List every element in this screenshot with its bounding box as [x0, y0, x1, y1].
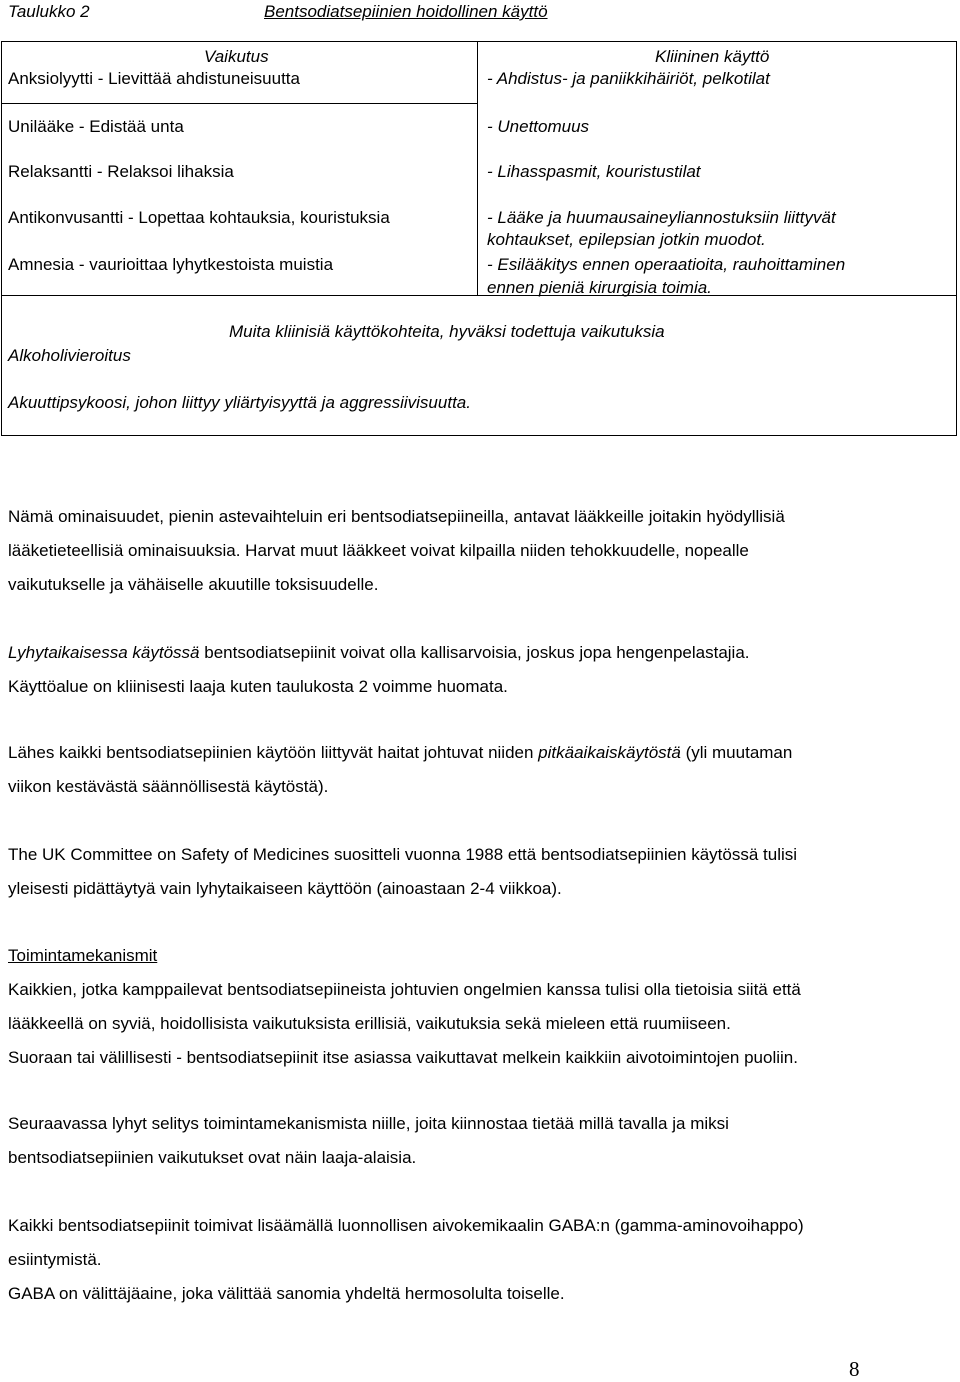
paragraph-line: viikon kestävästä säännöllisestä käytöstä).: [8, 777, 329, 796]
text-run: Lähes kaikki bentsodiatsepiinien käytöön liittyvät haitat johtuvat niiden: [8, 743, 539, 762]
table-column-divider: [477, 41, 478, 296]
paragraph-line: esiintymistä.: [8, 1250, 102, 1269]
paragraph-line: Nämä ominaisuudet, pienin astevaihteluin eri bentsodiatsepiineilla, antavat lääkkeille joitakin hyödyllisiä: [8, 507, 785, 526]
paragraph-gaba: [8, 1209, 948, 1311]
paragraph-line: Kaikkien, jotka kamppailevat bentsodiatsepiineista johtuvien ongelmien kanssa tulisi olla tietoisia siitä että: [8, 980, 801, 999]
clinical-spasms: - Lihasspasmit, kouristustilat: [487, 162, 701, 181]
effect-hypnotic: Unilääke - Edistää unta: [8, 117, 184, 136]
paragraph-line: [8, 636, 948, 670]
emphasis-long-term: pitkäaikaiskäytöstä: [538, 743, 681, 762]
header-effect: Vaikutus: [204, 47, 269, 66]
clinical-anxiety: - Ahdistus- ja paniikkihäiriöt, pelkotilat: [487, 69, 770, 88]
other-use-acute-psychosis: Akuuttipsykoosi, johon liittyy yliärtyisyyttä ja aggressiivisuutta.: [8, 393, 471, 412]
paragraph-long-term-use: [8, 736, 948, 804]
clinical-seizures-line2: kohtaukset, epilepsian jotkin muodot.: [487, 230, 766, 249]
paragraph-properties: [8, 500, 948, 602]
paragraph-line: The UK Committee on Safety of Medicines suositteli vuonna 1988 että bentsodiatsepiinien käytössä tulisi: [8, 845, 798, 864]
effect-anxiolytic: Anksiolyytti - Lievittää ahdistuneisuutta: [8, 69, 300, 88]
section-heading: Toimintamekanismit: [8, 946, 158, 965]
clinical-premedication-line2: ennen pieniä kirurgisia toimia.: [487, 278, 712, 297]
paragraph-uk-committee: [8, 838, 948, 906]
clinical-seizures-line1: - Lääke ja huumausaineyliannostuksiin liittyvät: [487, 208, 836, 227]
paragraph-line: Seuraavassa lyhyt selitys toimintamekanismista niille, joita kiinnostaa tietää millä tavalla ja miksi: [8, 1114, 729, 1133]
paragraph-line: bentsodiatsepiinien vaikutukset ovat näin laaja-alaisia.: [8, 1148, 417, 1167]
other-uses-heading: Muita kliinisiä käyttökohteita, hyväksi todettuja vaikutuksia: [229, 322, 665, 341]
paragraph-explanation-intro: [8, 1107, 948, 1175]
clinical-premedication-line1: - Esilääkitys ennen operaatioita, rauhoittaminen: [487, 255, 846, 274]
header-clinical: Kliininen käyttö: [655, 47, 770, 66]
page-number: 8: [849, 1357, 860, 1381]
text-run: bentsodiatsepiinit voivat olla kallisarvoisia, joskus jopa hengenpelastajia.: [199, 643, 750, 662]
clinical-insomnia: - Unettomuus: [487, 117, 590, 136]
effect-anticonvulsant: Antikonvusantti - Lopettaa kohtauksia, kouristuksia: [8, 208, 390, 227]
paragraph-short-term-use: [8, 636, 948, 704]
paragraph-line: Kaikki bentsodiatsepiinit toimivat lisäämällä luonnollisen aivokemikaalin GABA:n (gamma-aminovoihappo): [8, 1216, 804, 1235]
text-run: (yli muutaman: [680, 743, 793, 762]
paragraph-line: [8, 736, 948, 770]
paragraph-line: GABA on välittäjäaine, joka välittää sanomia yhdeltä hermosolulta toiselle.: [8, 1284, 565, 1303]
paragraph-line: yleisesti pidättäytyä vain lyhytaikaiseen käyttöön (ainoastaan 2-4 viikkoa).: [8, 879, 562, 898]
emphasis-short-term: Lyhytaikaisessa käytössä: [8, 643, 200, 662]
table-other-uses: [1, 296, 957, 436]
paragraph-line: Suoraan tai välillisesti - bentsodiatsepiinit itse asiassa vaikuttavat melkein kaikkiin aivotoimintojen puoliin.: [8, 1048, 798, 1067]
paragraph-line: Käyttöalue on kliinisesti laaja kuten taulukosta 2 voimme huomata.: [8, 677, 508, 696]
section-mechanism: [8, 939, 948, 1075]
paragraph-line: lääkkeellä on syviä, hoidollisista vaikutuksista erillisiä, vaikutuksia sekä mieleen että ruumiiseen.: [8, 1014, 731, 1033]
table-row-divider: [1, 103, 477, 104]
other-use-alcohol-withdrawal: Alkoholivieroitus: [8, 346, 131, 365]
table-caption-number: Taulukko 2: [8, 2, 90, 21]
effect-relaxant: Relaksantti - Relaksoi lihaksia: [8, 162, 234, 181]
table-caption-title: Bentsodiatsepiinien hoidollinen käyttö: [264, 2, 548, 21]
effect-amnesia: Amnesia - vaurioittaa lyhytkestoista muistia: [8, 255, 334, 274]
paragraph-line: vaikutukselle ja vähäiselle akuutille toksisuudelle.: [8, 575, 379, 594]
paragraph-line: lääketieteellisiä ominaisuuksia. Harvat muut lääkkeet voivat kilpailla niiden tehokkuudelle, nopealle: [8, 541, 749, 560]
